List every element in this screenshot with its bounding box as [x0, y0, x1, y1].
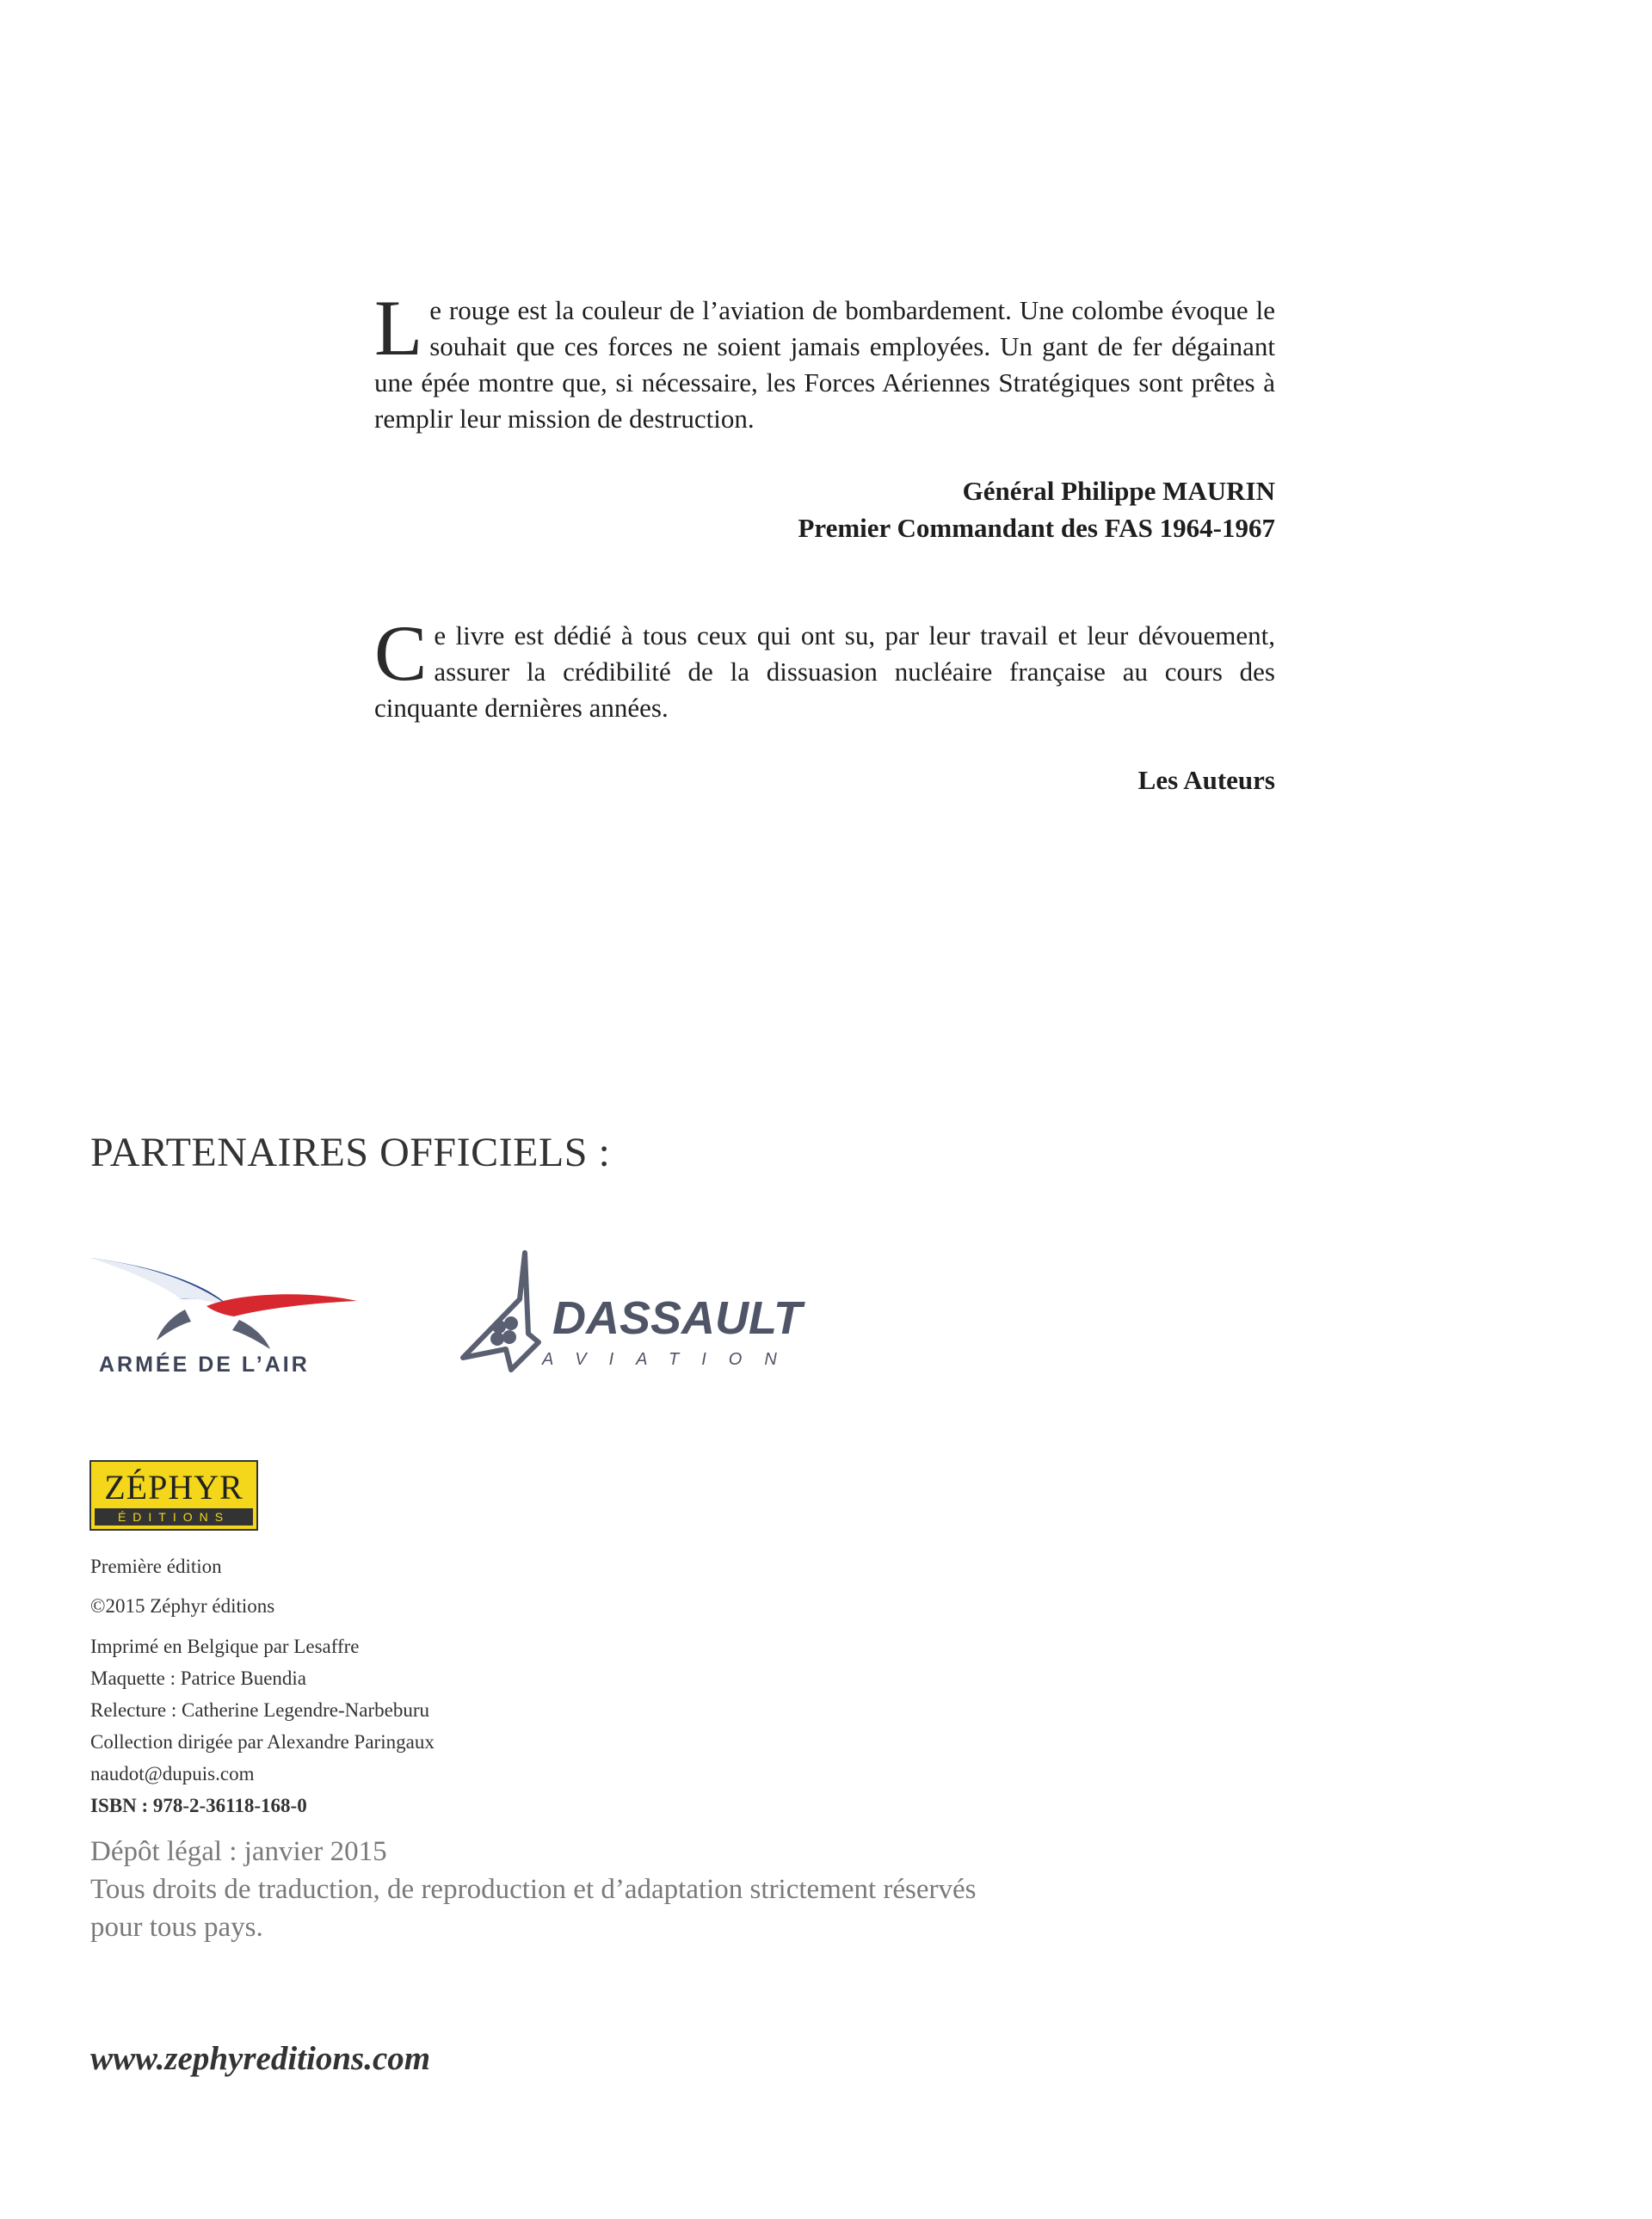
partners-title: PARTENAIRES OFFICIELS :	[90, 1130, 611, 1175]
armee-red-wing	[206, 1294, 357, 1316]
website-link[interactable]: www.zephyreditions.com	[90, 2040, 431, 2077]
quote-dropcap: L	[374, 284, 423, 372]
quote-text: e rouge est la couleur de l’aviation de bombardement. Une colombe évoque le souhait que ces forces ne soient jamais employées. Un gant de fer dégainant une épée montre que, si nécessaire, les Forces Aériennes Stratégiques sont prêtes à remplir leur mission de destruction.	[374, 295, 1275, 434]
quote-author-title: Premier Commandant des FAS 1964-1967	[798, 513, 1275, 543]
quote-paragraph	[374, 284, 1275, 437]
armee-de-l-air-label: ARMÉE DE L’AIR	[99, 1353, 310, 1377]
dedication-dropcap: C	[374, 609, 428, 697]
armee-left-feather	[157, 1310, 191, 1341]
dassault-clover-icon	[490, 1316, 518, 1346]
zephyr-logo-sub: ÉDITIONS	[95, 1508, 253, 1526]
legal-notice	[90, 1833, 1123, 1946]
dassault-name: DASSAULT	[552, 1292, 802, 1344]
colophon-email[interactable]: naudot@dupuis.com	[90, 1763, 255, 1784]
quote-author-name: Général Philippe MAURIN	[962, 476, 1275, 506]
colophon-isbn: ISBN : 978-2-36118-168-0	[90, 1795, 307, 1816]
colophon-collection: Collection dirigée par Alexandre Paringaux	[90, 1731, 435, 1753]
colophon-edition: Première édition	[90, 1556, 222, 1577]
zephyr-logo-name: ZÉPHYR	[104, 1468, 243, 1507]
colophon-proofreading: Relecture : Catherine Legendre-Narbeburu	[90, 1699, 429, 1721]
legal-depot: Dépôt légal : janvier 2015	[90, 1836, 387, 1867]
armee-white-wing	[90, 1258, 231, 1308]
dassault-delta-icon	[463, 1253, 539, 1370]
dassault-subtitle: AVIATION	[542, 1350, 799, 1369]
colophon-copyright: ©2015 Zéphyr éditions	[90, 1595, 275, 1617]
armee-right-feather	[232, 1320, 270, 1349]
dedication-signature: Les Auteurs	[1137, 765, 1275, 795]
colophon-layout: Maquette : Patrice Buendia	[90, 1667, 307, 1689]
zephyr-editions-logo	[89, 1460, 258, 1531]
legal-rights: Tous droits de traduction, de reproduction et d’adaptation strictement réservés pour tous pays.	[90, 1874, 977, 1943]
dassault-aviation-logo	[456, 1248, 852, 1385]
dedication-text: e livre est dédié à tous ceux qui ont su, par leur travail et leur dévouement, assurer la crédibilité de la dissuasion nucléaire française au cours des cinquante dernières années.	[374, 620, 1275, 723]
dedication-paragraph	[374, 609, 1275, 726]
colophon-printed: Imprimé en Belgique par Lesaffre	[90, 1636, 360, 1657]
